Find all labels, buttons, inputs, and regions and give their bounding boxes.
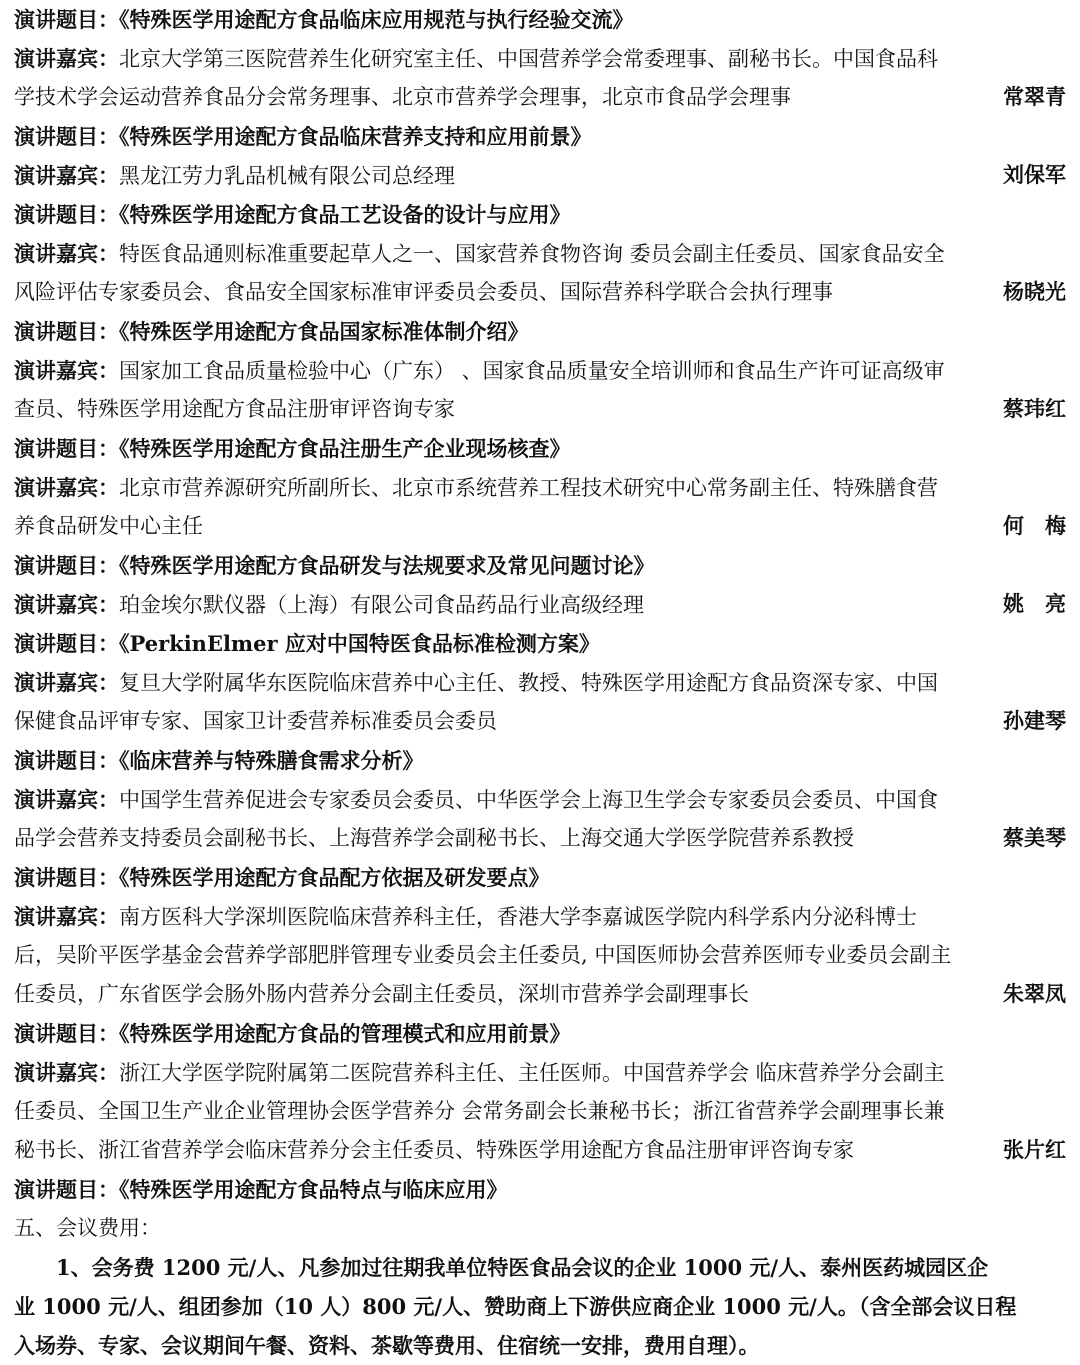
speaker-label: 演讲嘉宾： <box>14 670 119 695</box>
speaker-desc-text: 保健食品评审专家、国家卫计委营养标准委员会委员 <box>14 709 497 733</box>
speaker-desc-continuation <box>14 1092 1066 1131</box>
speaker-label: 演讲嘉宾： <box>14 475 119 500</box>
talk-title-label: 演讲题目： <box>14 319 119 344</box>
speaker-name: 常翠青 <box>1003 85 1066 109</box>
speaker-name: 朱翠凤 <box>1003 982 1066 1006</box>
talk-title-line <box>14 312 1066 351</box>
talk-title-label: 演讲题目： <box>14 124 119 149</box>
talk-title-text: 《特殊医学用途配方食品特点与临床应用》 <box>119 1177 508 1202</box>
speaker-desc-text: 任委员，广东省医学会肠外肠内营养分会副主任委员，深圳市营养学会副理事长 <box>14 982 749 1006</box>
speaker-name: 蔡美琴 <box>1003 826 1066 850</box>
speaker-desc-continuation <box>14 507 1066 546</box>
speaker-desc-line <box>14 897 1066 936</box>
talk-title-label: 演讲题目： <box>14 748 119 773</box>
speaker-desc-text: 浙江大学医学院附属第二医院营养科主任、主任医师。中国营养学会 临床营养学分会副主 <box>119 1061 945 1085</box>
speaker-label: 演讲嘉宾： <box>14 787 119 812</box>
speaker-desc-text: 北京市营养源研究所副所长、北京市系统营养工程技术研究中心常务副主任、特殊膳食营 <box>119 476 938 500</box>
talk-title-line <box>14 117 1066 156</box>
speaker-desc-continuation <box>14 975 1066 1014</box>
speaker-desc-text: 南方医科大学深圳医院临床营养科主任，香港大学李嘉诚医学院内科学系内分泌科博士 <box>119 905 917 929</box>
speaker-desc-text: 任委员、全国卫生产业企业管理协会医学营养分 会常务副会长兼秘书长；浙江省营养学会副理事长兼 <box>14 1099 945 1123</box>
talk-title-line <box>14 1014 1066 1053</box>
talk-title-label: 演讲题目： <box>14 1021 119 1046</box>
talk-title-label: 演讲题目： <box>14 436 119 461</box>
talk-title-line <box>14 858 1066 897</box>
speaker-name: 孙建琴 <box>1003 709 1066 733</box>
speaker-desc-text: 品学会营养支持委员会副秘书长、上海营养学会副秘书长、上海交通大学医学院营养系教授 <box>14 826 854 850</box>
talk-title-label: 演讲题目： <box>14 1177 119 1202</box>
speaker-desc-continuation <box>14 702 1066 741</box>
speaker-desc-text: 特医食品通则标准重要起草人之一、国家营养食物咨询 委员会副主任委员、国家食品安全 <box>119 242 945 266</box>
talk-title-text: 《特殊医学用途配方食品临床营养支持和应用前景》 <box>119 124 592 149</box>
talk-title-line <box>14 546 1066 585</box>
speaker-label: 演讲嘉宾： <box>14 46 119 71</box>
speaker-label: 演讲嘉宾： <box>14 163 119 188</box>
speaker-desc-text: 国家加工食品质量检验中心（广东） 、国家食品质量安全培训师和食品生产许可证高级审 <box>119 359 945 383</box>
speaker-desc-line <box>14 780 1066 819</box>
speaker-desc-text: 北京大学第三医院营养生化研究室主任、中国营养学会常委理事、副秘书长。中国食品科 <box>119 47 938 71</box>
talk-title-line <box>14 741 1066 780</box>
speaker-desc-continuation <box>14 390 1066 429</box>
speaker-desc-line <box>14 663 1066 702</box>
talk-title-line <box>14 1170 1066 1209</box>
talk-title-line <box>14 429 1066 468</box>
speaker-label: 演讲嘉宾： <box>14 241 119 266</box>
fee-paragraph-line <box>14 1287 1066 1326</box>
talk-title-text: 《特殊医学用途配方食品的管理模式和应用前景》 <box>119 1021 571 1046</box>
fee-paragraph-line <box>14 1326 1066 1365</box>
speaker-label: 演讲嘉宾： <box>14 1060 119 1085</box>
talk-title-text: 《PerkinElmer 应对中国特医食品标准检测方案》 <box>119 631 600 656</box>
talk-title-line <box>14 624 1066 663</box>
talk-title-text: 《特殊医学用途配方食品国家标准体制介绍》 <box>119 319 529 344</box>
speaker-name: 姚 亮 <box>1003 592 1066 616</box>
talk-title-text: 《特殊医学用途配方食品工艺设备的设计与应用》 <box>119 202 571 227</box>
speaker-label: 演讲嘉宾： <box>14 592 119 617</box>
speaker-desc-text: 养食品研发中心主任 <box>14 514 203 538</box>
speaker-desc-line <box>14 39 1066 78</box>
talk-title-text: 《特殊医学用途配方食品研发与法规要求及常见问题讨论》 <box>119 553 655 578</box>
speaker-desc-text: 中国学生营养促进会专家委员会委员、中华医学会上海卫生学会专家委员会委员、中国食 <box>119 788 938 812</box>
speaker-desc-continuation <box>14 273 1066 312</box>
speaker-desc-text: 黑龙江劳力乳品机械有限公司总经理 <box>119 164 455 188</box>
speaker-desc-text: 珀金埃尔默仪器（上海）有限公司食品药品行业高级经理 <box>119 593 644 617</box>
speaker-desc-text: 后，吴阶平医学基金会营养学部肥胖管理专业委员会主任委员, 中国医师协会营养医师专业委员会副主 <box>14 943 952 967</box>
speaker-desc-text: 秘书长、浙江省营养学会临床营养分会主任委员、特殊医学用途配方食品注册审评咨询专家 <box>14 1138 854 1162</box>
speaker-desc-line <box>14 468 1066 507</box>
speaker-desc-line <box>14 585 1066 624</box>
talk-title-label: 演讲题目： <box>14 202 119 227</box>
speaker-desc-line <box>14 234 1066 273</box>
speaker-name: 何 梅 <box>1003 514 1066 538</box>
talk-title-text: 《特殊医学用途配方食品注册生产企业现场核查》 <box>119 436 571 461</box>
speaker-name: 张片红 <box>1003 1138 1066 1162</box>
talk-title-label: 演讲题目： <box>14 7 119 32</box>
speaker-label: 演讲嘉宾： <box>14 358 119 383</box>
speaker-desc-text: 学技术学会运动营养食品分会常务理事、北京市营养学会理事，北京市食品学会理事 <box>14 85 791 109</box>
speaker-desc-continuation <box>14 936 1066 975</box>
speaker-desc-line <box>14 1053 1066 1092</box>
talk-title-label: 演讲题目： <box>14 631 119 656</box>
speaker-desc-line <box>14 351 1066 390</box>
speaker-desc-text: 风险评估专家委员会、食品安全国家标准审评委员会委员、国际营养科学联合会执行理事 <box>14 280 833 304</box>
section-heading-text: 五、会议费用： <box>14 1216 161 1240</box>
talk-title-line <box>14 195 1066 234</box>
talk-title-label: 演讲题目： <box>14 865 119 890</box>
speaker-name: 杨晓光 <box>1003 280 1066 304</box>
speaker-label: 演讲嘉宾： <box>14 904 119 929</box>
speaker-desc-continuation <box>14 1131 1066 1170</box>
talk-title-text: 《特殊医学用途配方食品配方依据及研发要点》 <box>119 865 550 890</box>
talk-title-text: 《临床营养与特殊膳食需求分析》 <box>119 748 424 773</box>
fee-text: 入场券、专家、会议期间午餐、资料、茶歇等费用、住宿统一安排，费用自理）。 <box>14 1333 760 1358</box>
speaker-desc-text: 复旦大学附属华东医院临床营养中心主任、教授、特殊医学用途配方食品资深专家、中国 <box>119 671 938 695</box>
talk-title-label: 演讲题目： <box>14 553 119 578</box>
speaker-name: 蔡玮红 <box>1003 397 1066 421</box>
speaker-desc-text: 查员、特殊医学用途配方食品注册审评咨询专家 <box>14 397 455 421</box>
speaker-desc-continuation <box>14 819 1066 858</box>
talk-title-line <box>14 0 1066 39</box>
talk-title-text: 《特殊医学用途配方食品临床应用规范与执行经验交流》 <box>119 7 634 32</box>
fee-paragraph-line <box>14 1248 1066 1287</box>
speaker-desc-continuation <box>14 78 1066 117</box>
speaker-desc-line <box>14 156 1066 195</box>
fee-text: 1、会务费 1200 元/人、凡参加过往期我单位特医食品会议的企业 1000 元/人、泰州医药城园区企 <box>14 1255 989 1280</box>
section-heading-fees <box>14 1209 1066 1248</box>
speaker-name: 刘保军 <box>1003 163 1066 187</box>
fee-text: 业 1000 元/人、组团参加（10 人）800 元/人、赞助商上下游供应商企业 1000 元/人。（含全部会议日程 <box>14 1294 1017 1319</box>
